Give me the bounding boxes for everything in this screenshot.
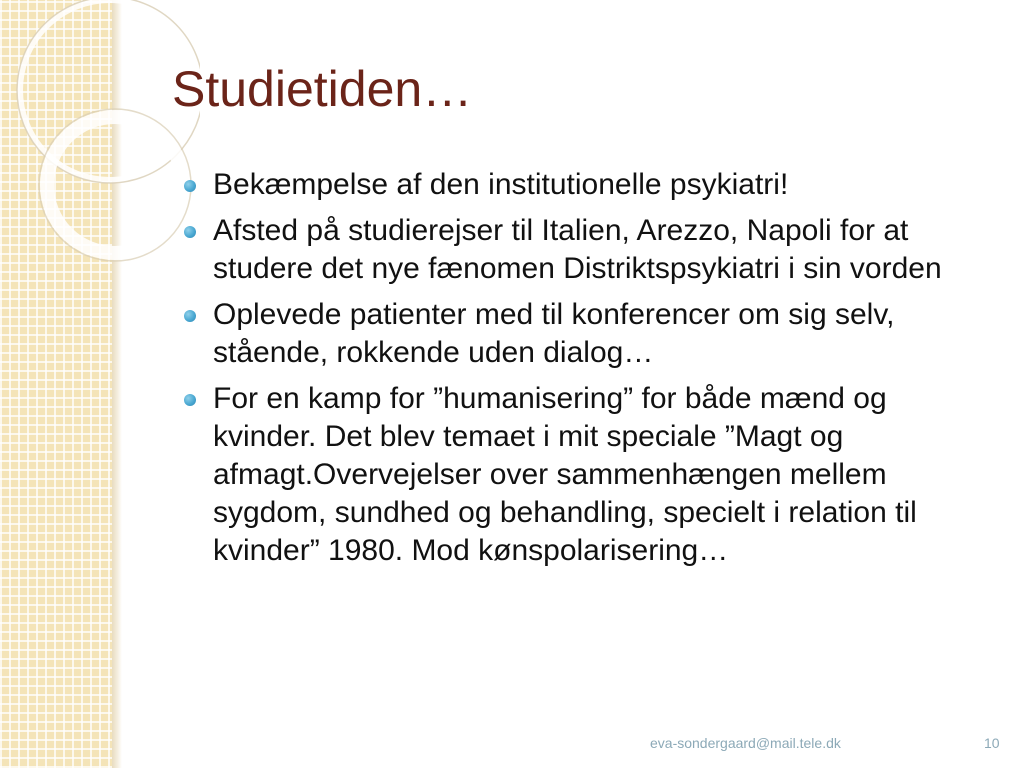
bullet-text: Afsted på studierejser til Italien, Arezzo, Napoli for at studere det nye fænomen Distriktspsykiatri i sin vorden (213, 214, 942, 285)
bullet-text: Oplevede patienter med til konferencer om sig selv, stående, rokkende uden dialog… (213, 298, 895, 369)
page-number: 10 (984, 735, 1000, 751)
bullet-dot-icon (184, 394, 196, 406)
bullet-list (182, 166, 982, 578)
footer-email: eva-sondergaard@mail.tele.dk (650, 735, 841, 751)
decorative-rings-icon (0, 0, 200, 300)
bullet-dot-icon (184, 180, 196, 192)
bullet-dot-icon (184, 310, 196, 322)
bullet-item (182, 212, 982, 288)
slide-title: Studietiden… (172, 61, 473, 117)
bullet-item (182, 166, 982, 204)
bullet-dot-icon (184, 226, 196, 238)
bullet-item (182, 296, 982, 372)
bullet-item (182, 380, 982, 570)
bullet-text: For en kamp for ”humanisering” for både mænd og kvinder. Det blev temaet i mit speciale ”Magt og afmagt.Overvejelser over sammenhængen mellem sygdom, sundhed og behandling, specielt i relation til kvinder” 1980. Mod kønspolarisering… (213, 382, 917, 567)
bullet-text: Bekæmpelse af den institutionelle psykiatri! (213, 168, 789, 201)
